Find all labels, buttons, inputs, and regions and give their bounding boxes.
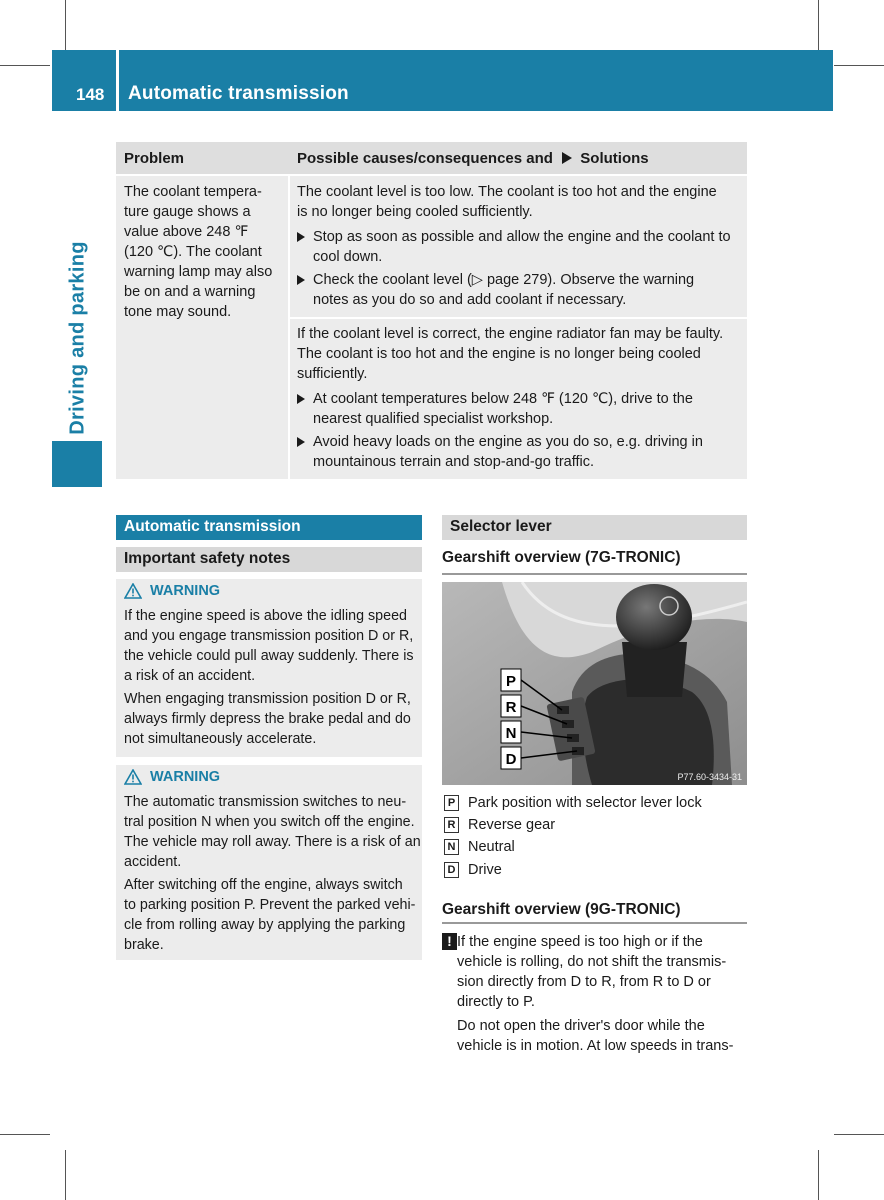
text-line: When engaging transmission position D or R,: [124, 691, 411, 707]
legend-text: Drive: [468, 862, 502, 878]
text-line: is no longer being cooled sufficiently.: [297, 204, 533, 220]
text-line: mountainous terrain and stop-and-go traffic.: [313, 454, 595, 470]
text-line: directly to P.: [457, 994, 535, 1010]
warning-title: WARNING: [150, 769, 221, 785]
warning-text: [124, 689, 422, 749]
crop-mark: [65, 1150, 66, 1200]
gear-key-icon: D: [444, 862, 459, 878]
text-line: The coolant tempera-: [124, 184, 262, 200]
warning-triangle-icon: [124, 769, 142, 785]
text-line: vehicle is rolling, do not shift the transmis-: [457, 954, 727, 970]
text-line: tral position N when you switch off the engine.: [124, 814, 415, 830]
table-header: [116, 142, 747, 174]
col-solutions-text: Solutions: [580, 150, 649, 167]
subsection-heading-7g: Gearshift overview (7G-TRONIC): [442, 549, 681, 566]
solution-step: [297, 432, 745, 472]
page-reference-link[interactable]: Check the coolant level (▷ page 279). Observe the warning: [313, 272, 695, 288]
solution-step: [297, 227, 745, 267]
subsection-heading-9g: Gearshift overview (9G-TRONIC): [442, 901, 681, 918]
bullet-arrow-icon: [297, 232, 305, 242]
text-line: Do not open the driver's door while the: [457, 1018, 705, 1034]
warning-text: [124, 792, 422, 872]
text-line: notes as you do so and add coolant if necessary.: [313, 292, 627, 308]
text-line: accident.: [124, 854, 182, 870]
gear-label-d: [501, 747, 521, 769]
text-line: cool down.: [313, 249, 383, 265]
image-code: P77.60-3434-31: [677, 772, 742, 782]
gear-label-p: [501, 669, 521, 691]
legend-text: Reverse gear: [468, 817, 556, 833]
side-tab-label: Driving and parking: [66, 241, 89, 435]
heading-rule: [442, 573, 747, 575]
crop-mark: [0, 1134, 50, 1135]
cause-text: [297, 182, 745, 222]
text-line: sion directly from D to R, from R to D or: [457, 974, 711, 990]
crop-mark: [834, 1134, 884, 1135]
solution-step: [297, 389, 745, 429]
text-line: the vehicle could pull away suddenly. There is: [124, 648, 414, 664]
page-number: 148: [76, 85, 105, 104]
text-line: The vehicle may roll away. There is a risk of an: [124, 834, 421, 850]
bullet-arrow-icon: [297, 275, 305, 285]
gear-label-r: [501, 695, 521, 717]
crop-mark: [818, 1150, 819, 1200]
text-line: brake.: [124, 937, 164, 953]
svg-text:N: N: [505, 725, 517, 742]
exclamation-icon: !: [442, 933, 457, 950]
text-line: value above 248 ℉: [124, 224, 249, 240]
text-line: tone may sound.: [124, 304, 232, 320]
cause-text: [297, 324, 745, 384]
text-line: After switching off the engine, always switch: [124, 877, 403, 893]
section-heading: [116, 515, 422, 540]
crop-mark: [65, 0, 66, 50]
text-line: ture gauge shows a: [124, 204, 251, 220]
legend-item: [442, 815, 747, 835]
text-line: to parking position P. Prevent the parked vehi-: [124, 897, 416, 913]
text-line: and you engage transmission position D or R,: [124, 628, 414, 644]
bullet-arrow-icon: [297, 394, 305, 404]
note-text: [457, 932, 749, 1012]
text-line: vehicle is in motion. At low speeds in trans-: [457, 1038, 734, 1054]
warning-box: [116, 765, 422, 960]
col-causes-text: Possible causes/consequences and: [297, 150, 553, 167]
gear-key-icon: R: [444, 817, 459, 833]
warning-text: [124, 875, 422, 955]
text-line: If the coolant level is correct, the engine radiator fan may be faulty.: [297, 326, 724, 342]
text-line: be on and a warning: [124, 284, 256, 300]
col-causes: [297, 150, 649, 167]
problem-text: [124, 182, 286, 322]
text-line: If the engine speed is above the idling speed: [124, 608, 407, 624]
text-line: The coolant level is too low. The coolant is too hot and the engine: [297, 184, 717, 200]
section-title: Automatic transmission: [124, 518, 301, 535]
page-title: Automatic transmission: [128, 83, 349, 104]
text-line: Avoid heavy loads on the engine as you do so, e.g. driving in: [313, 434, 703, 450]
text-line: sufficiently.: [297, 366, 368, 382]
subsection-title: Important safety notes: [124, 550, 291, 567]
note-text: [457, 1016, 749, 1056]
solution-cell-1: [290, 176, 747, 317]
legend-item: [442, 860, 747, 880]
crop-mark: [818, 0, 819, 50]
text-line: (120 ℃). The coolant: [124, 244, 262, 260]
legend-item: [442, 793, 747, 813]
gear-label-n: [501, 721, 521, 743]
side-tab-marker: [52, 441, 102, 487]
warning-triangle-icon: [124, 583, 142, 599]
text-line: cle from rolling away by applying the parking: [124, 917, 406, 933]
legend-item: [442, 837, 747, 857]
text-line: At coolant temperatures below 248 ℉ (120 ℃), drive to the: [313, 391, 693, 407]
arrow-icon: [562, 152, 572, 164]
svg-text:P: P: [505, 673, 517, 690]
header-divider: [116, 50, 119, 111]
gear-key-icon: P: [444, 795, 459, 811]
subsection-heading: [116, 547, 422, 572]
crop-mark: [0, 65, 50, 66]
problem-cell: [116, 176, 288, 479]
text-line: The automatic transmission switches to neu-: [124, 794, 407, 810]
text-line: If the engine speed is too high or if the: [457, 934, 703, 950]
text-line: a risk of an accident.: [124, 668, 256, 684]
warning-box: [116, 579, 422, 757]
legend-text: Neutral: [468, 839, 515, 855]
text-line: always firmly depress the brake pedal and do: [124, 711, 411, 727]
crop-mark: [834, 65, 884, 66]
section-heading: [442, 515, 747, 540]
warning-title: WARNING: [150, 583, 221, 599]
text-line: nearest qualified specialist workshop.: [313, 411, 554, 427]
bullet-arrow-icon: [297, 437, 305, 447]
col-problem: Problem: [124, 150, 185, 167]
gear-key-icon: N: [444, 839, 459, 855]
solution-step: [297, 270, 745, 310]
text-line: The coolant is too hot and the engine is no longer being cooled: [297, 346, 701, 362]
text-line: not simultaneously accelerate.: [124, 731, 317, 747]
heading-rule: [442, 922, 747, 924]
section-title: Selector lever: [450, 518, 552, 535]
gear-lever-photo: [442, 582, 747, 785]
svg-text:D: D: [505, 751, 517, 768]
text-line: warning lamp may also: [124, 264, 273, 280]
svg-text:R: R: [505, 699, 517, 716]
warning-text: [124, 606, 422, 686]
gear-lever-illustration: [442, 582, 747, 785]
text-line: Stop as soon as possible and allow the engine and the coolant to: [313, 229, 731, 245]
legend-text: Park position with selector lever lock: [468, 795, 702, 811]
solution-cell-2: [290, 319, 747, 479]
